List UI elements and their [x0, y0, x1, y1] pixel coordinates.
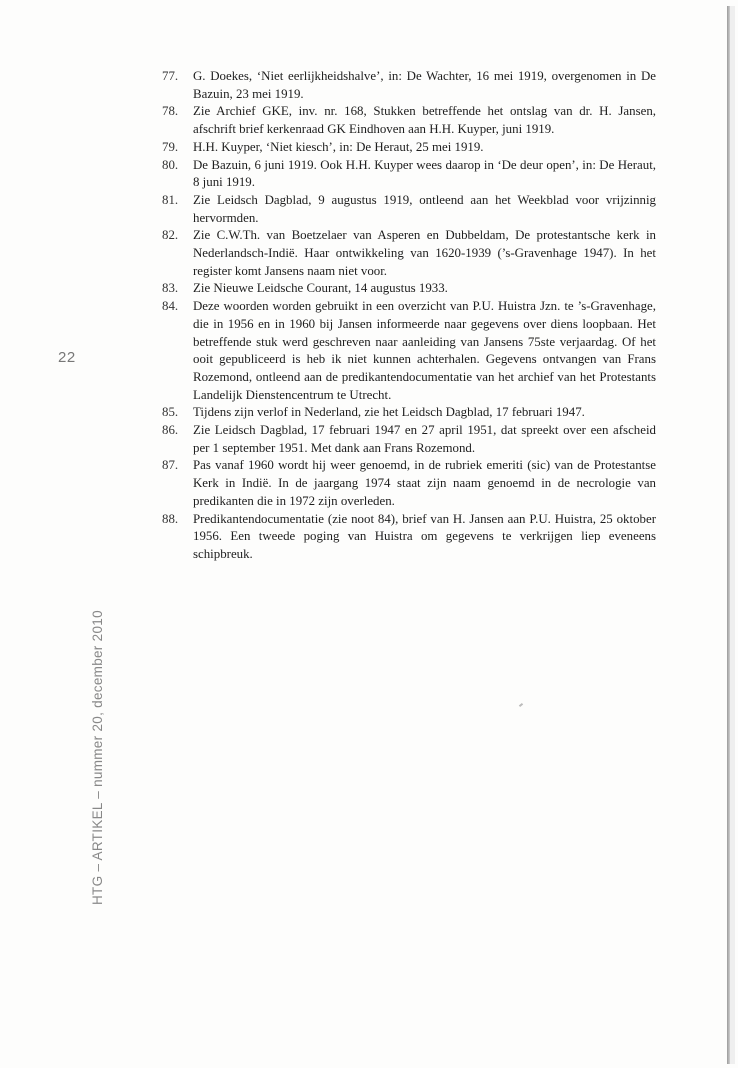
- stray-mark: [519, 703, 523, 707]
- footnote-number: 77.: [162, 69, 179, 83]
- footnote-text: Predikantendocumentatie (zie noot 84), brief van H. Jansen aan P.U. Huistra, 25 oktober 1956. Een tweede poging van Huistra om gegevens te verkrijgen liep eveneens schipbreuk.: [193, 511, 656, 561]
- footnote-number: 82.: [162, 228, 179, 243]
- footnote-number: 86.: [162, 423, 179, 438]
- footnotes-list: [162, 68, 656, 564]
- footnote-83: [162, 280, 656, 298]
- footnote-text: G. Doekes, ‘Niet eerlijkheidshalve’, in: De Wachter, 16 mei 1919, overgenomen in De Bazuin, 23 mei 1919.: [193, 69, 656, 101]
- footnote-number: 80.: [162, 157, 179, 172]
- footnote-text: Pas vanaf 1960 wordt hij weer genoemd, in de rubriek emeriti (sic) van de Protestantse Kerk in Indië. In de jaargang 1974 staat zijn naam genoemd in de necrologie van predikanten die in 1972 zijn overleden.: [193, 458, 656, 508]
- footnote-81: [162, 192, 656, 227]
- footnote-text: H.H. Kuyper, ‘Niet kiesch’, in: De Heraut, 25 mei 1919.: [193, 139, 484, 154]
- footnote-82: [162, 227, 656, 280]
- footnote-number: 81.: [162, 192, 179, 207]
- footnote-text: Zie Leidsch Dagblad, 9 augustus 1919, ontleend aan het Weekblad voor vrijzinnig hervormden.: [193, 192, 656, 225]
- footnote-86: [162, 422, 656, 457]
- footnote-number: 88.: [162, 511, 179, 526]
- footnote-85: [162, 404, 656, 422]
- footnote-text: Zie Leidsch Dagblad, 17 februari 1947 en 27 april 1951, dat spreekt over een afscheid per 1 september 1951. Met dank aan Frans Rozemond.: [193, 423, 656, 455]
- footnote-number: 84.: [162, 299, 179, 314]
- footnote-79: [162, 139, 656, 157]
- footnote-80: [162, 157, 656, 192]
- footnote-number: 78.: [162, 104, 179, 119]
- footnote-78: [162, 103, 656, 138]
- page-edge-shadow: [730, 6, 735, 1064]
- footnote-text: De Bazuin, 6 juni 1919. Ook H.H. Kuyper wees daarop in ‘De deur open’, in: De Heraut, 8 juni 1919.: [193, 157, 656, 190]
- footnote-84: [162, 298, 656, 404]
- footnote-text: Zie Archief GKE, inv. nr. 168, Stukken betreffende het ontslag van dr. H. Jansen, afschrift brief kerkenraad GK Eindhoven aan H.H. Kuyper, juni 1919.: [193, 104, 656, 137]
- footnote-text: Deze woorden worden gebruikt in een overzicht van P.U. Huistra Jzn. te ’s-Gravenhage, die in 1956 en in 1960 bij Jansen informeerde naar gegevens over diens loopbaan. Het betreffende stuk werd geschreven naar aanleiding van Jansens 75ste verjaardag. Of het ooit gepubliceerd is heb ik niet kunnen achterhalen. Gegevens ontvangen van Frans Rozemond, ontleend aan de predikantendocumentatie van het archief van het Protestants Landelijk Dienstencentrum te Utrecht.: [193, 299, 656, 402]
- footnote-77: [162, 68, 656, 103]
- running-head: HTG – ARTIKEL – nummer 20, december 2010: [90, 610, 105, 905]
- footnote-number: 85.: [162, 405, 179, 420]
- footnote-text: Zie Nieuwe Leidsche Courant, 14 augustus 1933.: [193, 281, 448, 296]
- footnote-number: 79.: [162, 139, 179, 154]
- footnote-number: 83.: [162, 281, 179, 296]
- page-number: 22: [58, 349, 76, 366]
- footnote-text: Tijdens zijn verlof in Nederland, zie het Leidsch Dagblad, 17 februari 1947.: [193, 405, 585, 420]
- page-edge: [727, 6, 730, 1064]
- footnote-number: 87.: [162, 458, 179, 473]
- footnote-text: Zie C.W.Th. van Boetzelaer van Asperen en Dubbeldam, De protestantsche kerk in Nederlandsch-Indië. Haar ontwikkeling van 1620-1939 (’s-Gravenhage 1947). In het register komt Jansens naam niet voor.: [193, 228, 656, 278]
- footnote-88: [162, 511, 656, 564]
- footnote-87: [162, 457, 656, 510]
